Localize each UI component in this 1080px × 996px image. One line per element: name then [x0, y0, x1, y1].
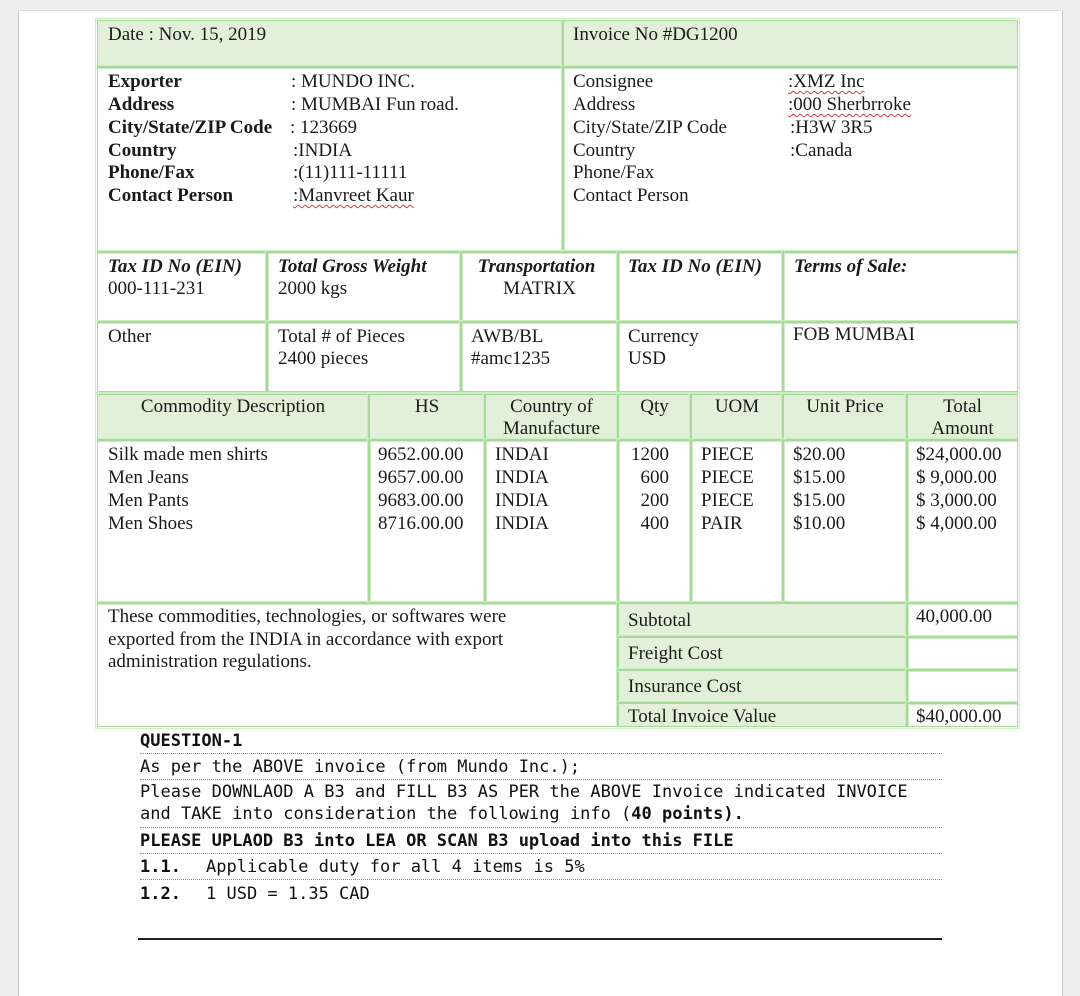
exporter-phone: :(11)111-11111 — [293, 162, 408, 183]
row-1-qty: 1200 — [631, 444, 669, 465]
exporter-address: : MUMBAI Fun road. — [291, 94, 459, 115]
question-line-1: As per the ABOVE invoice (from Mundo Inc.); — [140, 757, 581, 777]
consignee-zip: :H3W 3R5 — [790, 117, 873, 138]
currency-label: Currency — [628, 326, 699, 347]
consignee-country: :Canada — [790, 140, 853, 161]
invoice-date: Date : Nov. 15, 2019 — [108, 24, 267, 45]
row-3-hs: 9683.00.00 — [378, 490, 464, 511]
exporter-country-label: Country — [108, 140, 177, 161]
awb-label: AWB/BL — [471, 326, 544, 347]
question-line-2: Please DOWNLAOD A B3 and FILL B3 AS PER the ABOVE Invoice indicated INVOICE — [140, 782, 908, 802]
row-1-hs: 9652.00.00 — [378, 444, 464, 465]
subtotal-value: 40,000.00 — [916, 606, 992, 627]
row-4-uom: PAIR — [701, 513, 743, 534]
consignee-country-label: Country — [573, 140, 636, 161]
bottom-rule — [138, 938, 942, 940]
question-divider — [140, 753, 942, 754]
question-line-3-text: and TAKE into consideration the following info ( — [140, 804, 632, 824]
other-label: Other — [108, 326, 152, 347]
currency-value: USD — [628, 348, 667, 369]
statement-line-3: administration regulations. — [108, 651, 312, 672]
th-country-label-1: Country of — [510, 396, 593, 417]
row-3-qty: 200 — [640, 490, 669, 511]
terms-label: Terms of Sale: — [794, 256, 908, 277]
exporter-label: Exporter — [108, 71, 182, 92]
consignee-city-label: City/State/ZIP Code — [573, 117, 727, 138]
pieces-label: Total # of Pieces — [278, 326, 405, 347]
gross-weight-label: Total Gross Weight — [278, 256, 427, 277]
question-line-3 — [140, 803, 744, 825]
statement-line-1 — [108, 606, 506, 628]
tax-id-label: Tax ID No (EIN) — [108, 256, 242, 277]
tax-id2-label: Tax ID No (EIN) — [628, 256, 762, 277]
exporter-contact-label: Contact Person — [108, 185, 234, 206]
invoice-number: Invoice No #DG1200 — [573, 24, 738, 45]
consignee-address-label: Address — [573, 94, 636, 115]
row-1-unit-price: $20.00 — [793, 444, 846, 465]
gross-weight-value: 2000 kgs — [278, 278, 348, 299]
row-3-uom: PIECE — [701, 490, 754, 511]
row-1-total: $24,000.00 — [916, 444, 1002, 465]
th-qty-label: Qty — [640, 396, 669, 417]
row-2-unit-price: $15.00 — [793, 467, 846, 488]
question-item-1-text: Applicable duty for all 4 items is 5% — [206, 857, 585, 877]
exporter-city-label: City/State/ZIP Code — [108, 117, 273, 138]
row-4-hs: 8716.00.00 — [378, 513, 464, 534]
question-divider — [140, 853, 942, 854]
th-description-label: Commodity Description — [140, 396, 326, 417]
row-3-country: INDIA — [495, 490, 549, 511]
consignee-phone-label: Phone/Fax — [573, 162, 655, 183]
exporter-country: :INDIA — [293, 140, 353, 161]
row-4-unit-price: $10.00 — [793, 513, 846, 534]
question-item-1-number: 1.1. — [140, 857, 181, 877]
question-divider — [140, 779, 942, 780]
row-2-description: Men Jeans — [108, 467, 189, 488]
th-unit-price-label: Unit Price — [806, 396, 884, 417]
total-label: Total Invoice Value — [628, 706, 777, 727]
consignee-label: Consignee — [573, 71, 654, 92]
consignee-address: :000 Sherbrroke — [788, 94, 911, 115]
row-2-uom: PIECE — [701, 467, 754, 488]
consignee-name: :XMZ Inc — [788, 71, 865, 92]
th-total-label-1: Total — [943, 396, 982, 417]
pieces-value: 2400 pieces — [278, 348, 369, 369]
th-country-label-2: Manufacture — [502, 418, 601, 439]
statement-line-2: exported from the INDIA in accordance with export — [108, 629, 504, 650]
total-value: $40,000.00 — [916, 706, 1002, 727]
question-item-2-text: 1 USD = 1.35 CAD — [206, 884, 370, 904]
exporter-phone-label: Phone/Fax — [108, 162, 195, 183]
row-4-country: INDIA — [495, 513, 549, 534]
insurance-value-cell — [907, 670, 1018, 703]
row-4-qty: 400 — [640, 513, 669, 534]
exporter-zip: : 123669 — [290, 117, 358, 138]
row-3-total: $ 3,000.00 — [916, 490, 997, 511]
question-title: QUESTION-1 — [140, 731, 243, 751]
row-3-unit-price: $15.00 — [793, 490, 846, 511]
row-1-country: INDAI — [495, 444, 549, 465]
row-2-hs: 9657.00.00 — [378, 467, 464, 488]
row-2-country: INDIA — [495, 467, 549, 488]
row-3-description: Men Pants — [108, 490, 189, 511]
terms-value: FOB MUMBAI — [793, 324, 915, 345]
row-4-description: Men Shoes — [108, 513, 193, 534]
exporter-address-label: Address — [108, 94, 175, 115]
transportation-label: Transportation — [477, 256, 596, 277]
row-2-qty: 600 — [640, 467, 669, 488]
statement-line-1-text: These commodities, technologies, or softwares were — [108, 606, 507, 627]
row-1-uom: PIECE — [701, 444, 754, 465]
consignee-contact-label: Contact Person — [573, 185, 689, 206]
subtotal-label: Subtotal — [628, 610, 692, 631]
transportation-value: MATRIX — [503, 278, 576, 299]
row-2-total: $ 9,000.00 — [916, 467, 997, 488]
tax-id-value: 000-111-231 — [108, 278, 205, 299]
question-divider — [140, 827, 942, 828]
question-divider — [140, 879, 942, 880]
th-uom-label: UOM — [714, 396, 760, 417]
question-upload-instruction: PLEASE UPLAOD B3 into LEA OR SCAN B3 upload into this FILE — [140, 831, 734, 851]
exporter-contact: :Manvreet Kaur — [293, 185, 414, 206]
row-1-description: Silk made men shirts — [108, 444, 268, 465]
row-4-total: $ 4,000.00 — [916, 513, 997, 534]
question-points: 40 points). — [631, 804, 744, 824]
th-hs-label: HS — [414, 396, 440, 417]
question-item-2-number: 1.2. — [140, 884, 181, 904]
th-total-label-2: Amount — [931, 418, 994, 439]
awb-value: #amc1235 — [471, 348, 551, 369]
insurance-label: Insurance Cost — [628, 676, 742, 697]
exporter-name: : MUNDO INC. — [291, 71, 416, 92]
freight-label: Freight Cost — [628, 643, 723, 664]
freight-value-cell — [907, 637, 1018, 670]
